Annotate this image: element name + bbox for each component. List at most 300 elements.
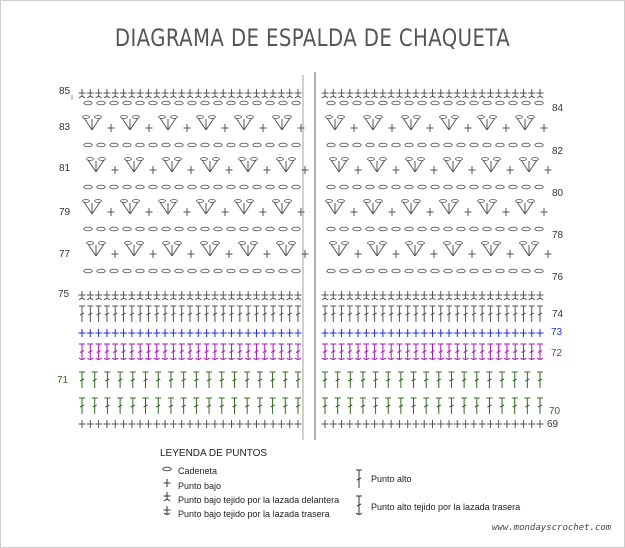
double-crochet-symbol <box>524 372 530 388</box>
double-crochet-symbol <box>282 372 288 388</box>
double-crochet-back-loop-symbol <box>295 344 301 360</box>
single-crochet-symbol <box>211 329 218 337</box>
row-number-78: 78 <box>552 230 564 241</box>
chain-symbol <box>240 269 248 273</box>
chain-symbol <box>496 185 504 189</box>
double-crochet-back-loop-symbol <box>245 344 251 360</box>
double-crochet-symbol <box>372 306 378 322</box>
double-crochet-symbol <box>244 398 250 414</box>
double-crochet-symbol <box>520 306 526 322</box>
chain-symbol <box>201 101 209 105</box>
double-crochet-symbol <box>436 372 442 388</box>
single-crochet-symbol <box>211 420 218 428</box>
row-number-82: 82 <box>552 146 564 157</box>
single-crochet-symbol <box>427 124 434 132</box>
single-crochet-symbol <box>545 250 552 258</box>
shell-stitch-group <box>440 200 459 215</box>
single-crochet-symbol <box>421 420 428 428</box>
single-crochet-front-loop-symbol <box>512 291 519 300</box>
chain-symbol <box>227 143 235 147</box>
chain-symbol <box>253 143 261 147</box>
chain-symbol <box>392 185 400 189</box>
single-crochet-symbol <box>220 329 227 337</box>
double-crochet-symbol <box>423 372 429 388</box>
double-crochet-symbol <box>373 372 379 388</box>
single-crochet-symbol <box>261 329 268 337</box>
double-crochet-back-loop-symbol <box>512 344 518 360</box>
double-crochet-symbol <box>170 306 176 322</box>
shell-stitch-group <box>277 158 296 173</box>
chain-symbol <box>340 185 348 189</box>
single-crochet-symbol <box>512 329 519 337</box>
double-crochet-symbol <box>446 306 452 322</box>
chain-symbol <box>123 185 131 189</box>
double-crochet-symbol <box>181 398 187 414</box>
chain-symbol <box>379 185 387 189</box>
chain-symbol <box>483 143 491 147</box>
single-crochet-symbol <box>462 420 469 428</box>
single-crochet-symbol <box>226 250 233 258</box>
single-crochet-symbol <box>355 166 362 174</box>
single-crochet-front-loop-symbol <box>112 291 119 300</box>
double-crochet-symbol <box>398 372 404 388</box>
chain-symbol <box>162 185 170 189</box>
chain-symbol <box>253 227 261 231</box>
single-crochet-symbol <box>363 420 370 428</box>
chain-symbol <box>366 101 374 105</box>
double-crochet-symbol <box>454 306 460 322</box>
single-crochet-symbol <box>371 420 378 428</box>
chain-symbol <box>353 185 361 189</box>
row-number-85: 85 <box>59 86 71 97</box>
shell-stitch-group <box>440 116 459 131</box>
double-crochet-symbol <box>117 372 123 388</box>
double-crochet-symbol <box>193 398 199 414</box>
shell-stitch-group <box>482 158 501 173</box>
single-crochet-front-loop-symbol <box>429 89 436 98</box>
single-crochet-front-loop-symbol <box>236 89 243 98</box>
chain-symbol <box>418 143 426 147</box>
single-crochet-symbol <box>351 124 358 132</box>
shell-stitch-group <box>239 158 258 173</box>
double-crochet-symbol <box>360 398 366 414</box>
shell-stitch-group <box>121 200 140 215</box>
chain-symbol <box>149 227 157 231</box>
chain-symbol <box>392 227 400 231</box>
single-crochet-symbol <box>270 329 277 337</box>
single-crochet-front-loop-symbol <box>162 89 169 98</box>
single-crochet-symbol <box>454 329 461 337</box>
double-crochet-symbol <box>155 398 161 414</box>
legend-dc-label: Punto alto <box>371 474 412 484</box>
single-crochet-front-loop-symbol <box>211 291 218 300</box>
shell-stitch-group <box>235 200 254 215</box>
chain-symbol <box>266 185 274 189</box>
chain-symbol <box>418 227 426 231</box>
double-crochet-symbol <box>360 372 366 388</box>
single-crochet-symbol <box>507 250 514 258</box>
chain-symbol <box>97 269 105 273</box>
double-crochet-symbol <box>143 398 149 414</box>
single-crochet-symbol <box>128 420 135 428</box>
single-crochet-symbol <box>322 420 329 428</box>
single-crochet-front-loop-symbol <box>404 89 411 98</box>
chain-symbol <box>84 101 92 105</box>
single-crochet-symbol <box>389 124 396 132</box>
legend-chain-label: Cadeneta <box>178 466 218 476</box>
single-crochet-symbol <box>103 329 110 337</box>
chain-symbol <box>379 143 387 147</box>
chain-symbol <box>444 227 452 231</box>
chain-symbol <box>253 101 261 105</box>
chain-symbol <box>292 185 300 189</box>
single-crochet-symbol <box>120 329 127 337</box>
row-number-79: 79 <box>59 207 71 218</box>
single-crochet-front-loop-symbol <box>178 89 185 98</box>
single-crochet-symbol <box>145 329 152 337</box>
single-crochet-symbol <box>346 329 353 337</box>
double-crochet-back-loop-symbol <box>220 344 226 360</box>
chain-symbol <box>188 143 196 147</box>
single-crochet-front-loop-symbol <box>412 89 419 98</box>
single-crochet-symbol <box>264 166 271 174</box>
double-crochet-symbol <box>486 398 492 414</box>
chain-symbol <box>535 269 543 273</box>
double-crochet-symbol <box>471 306 477 322</box>
single-crochet-front-loop-symbol <box>512 89 519 98</box>
row-number-81: 81 <box>59 163 71 174</box>
shell-stitch-group <box>368 158 387 173</box>
single-crochet-symbol <box>338 329 345 337</box>
chain-symbol <box>405 227 413 231</box>
double-crochet-symbol <box>295 398 301 414</box>
double-crochet-symbol <box>270 398 276 414</box>
single-crochet-front-loop-symbol <box>503 291 510 300</box>
single-crochet-front-loop-symbol <box>87 291 94 300</box>
shell-stitch-group <box>326 200 345 215</box>
single-crochet-front-loop-symbol <box>137 291 144 300</box>
chain-symbol <box>214 185 222 189</box>
shell-stitch-group <box>368 242 387 257</box>
chain-symbol <box>327 185 335 189</box>
single-crochet-front-loop-symbol <box>178 291 185 300</box>
shell-stitch-group <box>516 200 535 215</box>
double-crochet-back-loop-symbol <box>270 344 276 360</box>
chain-symbol <box>149 185 157 189</box>
shell-stitch-group <box>330 158 349 173</box>
single-crochet-front-loop-symbol <box>253 89 260 98</box>
single-crochet-front-loop-symbol <box>87 89 94 98</box>
chain-symbol <box>431 185 439 189</box>
single-crochet-symbol <box>112 420 119 428</box>
shell-stitch-group <box>125 158 144 173</box>
single-crochet-symbol <box>437 420 444 428</box>
single-crochet-symbol <box>421 329 428 337</box>
chain-symbol <box>392 269 400 273</box>
double-crochet-symbol <box>537 306 543 322</box>
chain-symbol <box>418 101 426 105</box>
shell-stitch-group <box>239 242 258 257</box>
double-crochet-back-loop-symbol <box>388 344 394 360</box>
chain-symbol <box>522 227 530 231</box>
double-crochet-back-loop-symbol <box>537 344 543 360</box>
legend-sc-blo-label: Punto bajo tejido por la lazada trasera <box>178 509 330 519</box>
single-crochet-front-loop-symbol <box>338 291 345 300</box>
double-crochet-symbol <box>388 306 394 322</box>
chain-symbol <box>405 101 413 105</box>
chain-symbol <box>175 227 183 231</box>
chain-symbol <box>84 227 92 231</box>
single-crochet-symbol <box>528 329 535 337</box>
double-crochet-symbol <box>229 306 235 322</box>
single-crochet-front-loop-symbol <box>421 89 428 98</box>
shell-stitch-group <box>83 200 102 215</box>
single-crochet-symbol <box>393 166 400 174</box>
single-crochet-front-loop-symbol <box>286 89 293 98</box>
single-crochet-symbol <box>446 420 453 428</box>
single-crochet-symbol <box>203 420 210 428</box>
single-crochet-symbol <box>286 420 293 428</box>
chain-symbol <box>483 185 491 189</box>
single-crochet-symbol <box>512 420 519 428</box>
double-crochet-back-loop-symbol <box>145 344 151 360</box>
single-crochet-front-loop-symbol <box>145 89 152 98</box>
chain-symbol <box>227 269 235 273</box>
double-crochet-symbol <box>204 306 210 322</box>
single-crochet-symbol <box>245 329 252 337</box>
single-crochet-front-loop-symbol <box>112 89 119 98</box>
single-crochet-symbol <box>545 166 552 174</box>
chain-symbol <box>535 143 543 147</box>
double-crochet-symbol <box>168 398 174 414</box>
double-crochet-symbol <box>411 398 417 414</box>
single-crochet-symbol <box>495 329 502 337</box>
single-crochet-front-loop-symbol <box>371 291 378 300</box>
double-crochet-back-loop-symbol <box>204 344 210 360</box>
double-crochet-back-loop-symbol <box>262 344 268 360</box>
double-crochet-back-loop-symbol <box>253 344 259 360</box>
single-crochet-front-loop-symbol <box>128 291 135 300</box>
single-crochet-symbol <box>187 420 194 428</box>
double-crochet-symbol <box>421 306 427 322</box>
double-crochet-back-loop-symbol <box>195 344 201 360</box>
single-crochet-symbol <box>137 420 144 428</box>
double-crochet-back-loop-symbol <box>129 344 135 360</box>
chain-symbol <box>431 143 439 147</box>
chain-symbol <box>84 143 92 147</box>
single-crochet-symbol <box>503 124 510 132</box>
chain-symbol <box>279 269 287 273</box>
double-crochet-back-loop-symbol <box>372 344 378 360</box>
double-crochet-symbol <box>385 372 391 388</box>
single-crochet-symbol <box>503 208 510 216</box>
single-crochet-symbol <box>228 329 235 337</box>
chain-symbol <box>470 143 478 147</box>
double-crochet-symbol <box>287 306 293 322</box>
single-crochet-symbol <box>146 124 153 132</box>
row-number-83: 83 <box>59 122 71 133</box>
single-crochet-front-loop-symbol <box>487 291 494 300</box>
single-crochet-front-loop-symbol <box>421 291 428 300</box>
chain-symbol <box>457 185 465 189</box>
chain-symbol <box>162 101 170 105</box>
single-crochet-symbol <box>427 208 434 216</box>
chain-symbol <box>162 227 170 231</box>
double-crochet-symbol <box>237 306 243 322</box>
chain-symbol <box>522 101 530 105</box>
single-crochet-front-loop-symbol <box>379 291 386 300</box>
chain-symbol <box>188 269 196 273</box>
single-crochet-front-loop-symbol <box>520 291 527 300</box>
double-crochet-symbol <box>295 306 301 322</box>
chain-symbol <box>353 227 361 231</box>
chain-symbol <box>392 101 400 105</box>
chain-symbol <box>366 185 374 189</box>
double-crochet-back-loop-symbol <box>162 344 168 360</box>
double-crochet-symbol <box>512 306 518 322</box>
single-crochet-symbol <box>487 329 494 337</box>
double-crochet-symbol <box>96 306 102 322</box>
single-crochet-front-loop-symbol <box>462 291 469 300</box>
single-crochet-symbol <box>170 420 177 428</box>
single-crochet-symbol <box>298 124 305 132</box>
chain-symbol <box>418 185 426 189</box>
double-crochet-symbol <box>461 398 467 414</box>
single-crochet-symbol <box>145 420 152 428</box>
single-crochet-front-loop-symbol <box>404 291 411 300</box>
double-crochet-back-loop-symbol <box>96 344 102 360</box>
chain-symbol <box>535 185 543 189</box>
single-crochet-symbol <box>195 329 202 337</box>
single-crochet-symbol <box>520 420 527 428</box>
single-crochet-front-loop-symbol <box>228 89 235 98</box>
single-crochet-front-loop-symbol <box>462 89 469 98</box>
single-crochet-symbol <box>431 166 438 174</box>
single-crochet-front-loop-symbol <box>228 291 235 300</box>
shell-stitch-group <box>197 116 216 131</box>
chain-symbol <box>418 269 426 273</box>
chain-symbol <box>366 227 374 231</box>
shell-stitch-group <box>478 200 497 215</box>
double-crochet-symbol <box>104 372 110 388</box>
single-crochet-symbol <box>541 208 548 216</box>
double-crochet-symbol <box>330 306 336 322</box>
single-crochet-symbol <box>379 420 386 428</box>
single-crochet-symbol <box>137 329 144 337</box>
chain-symbol <box>97 101 105 105</box>
single-crochet-front-loop-symbol <box>388 291 395 300</box>
chain-symbol <box>97 227 105 231</box>
chain-symbol <box>253 269 261 273</box>
single-crochet-front-loop-symbol <box>330 89 337 98</box>
single-crochet-front-loop-symbol <box>412 291 419 300</box>
double-crochet-back-loop-symbol <box>463 344 469 360</box>
single-crochet-symbol <box>437 329 444 337</box>
double-crochet-symbol <box>92 372 98 388</box>
double-crochet-symbol <box>117 398 123 414</box>
single-crochet-symbol <box>264 250 271 258</box>
single-crochet-front-loop-symbol <box>195 89 202 98</box>
single-crochet-symbol <box>302 250 309 258</box>
chain-symbol <box>240 227 248 231</box>
row-number-71: 71 <box>57 375 69 386</box>
single-crochet-symbol <box>153 329 160 337</box>
double-crochet-symbol <box>474 398 480 414</box>
chain-symbol <box>136 227 144 231</box>
double-crochet-symbol <box>335 398 341 414</box>
chain-symbol <box>470 101 478 105</box>
chain-symbol <box>162 143 170 147</box>
double-crochet-symbol <box>212 306 218 322</box>
double-crochet-symbol <box>405 306 411 322</box>
double-crochet-symbol <box>162 306 168 322</box>
single-crochet-front-loop-symbol <box>220 89 227 98</box>
single-crochet-front-loop-symbol <box>120 291 127 300</box>
chain-symbol <box>405 269 413 273</box>
single-crochet-front-loop-symbol <box>346 291 353 300</box>
double-crochet-symbol <box>257 398 263 414</box>
single-crochet-front-loop-symbol <box>503 89 510 98</box>
double-crochet-symbol <box>155 372 161 388</box>
single-crochet-front-loop-symbol <box>220 291 227 300</box>
single-crochet-symbol <box>184 124 191 132</box>
chain-symbol <box>444 269 452 273</box>
chain-symbol <box>444 185 452 189</box>
chain-symbol <box>240 185 248 189</box>
chain-symbol <box>110 269 118 273</box>
single-crochet-symbol <box>150 166 157 174</box>
double-crochet-back-loop-symbol <box>363 344 369 360</box>
single-crochet-symbol <box>429 420 436 428</box>
single-crochet-symbol <box>87 329 94 337</box>
double-crochet-symbol <box>257 372 263 388</box>
single-crochet-front-loop-symbol <box>211 89 218 98</box>
chain-symbol <box>509 227 517 231</box>
double-crochet-back-loop-symbol <box>112 344 118 360</box>
double-crochet-symbol <box>206 398 212 414</box>
double-crochet-back-loop-symbol <box>413 344 419 360</box>
double-crochet-symbol <box>195 306 201 322</box>
chain-symbol <box>163 467 171 471</box>
double-crochet-symbol <box>363 306 369 322</box>
single-crochet-symbol <box>302 166 309 174</box>
double-crochet-back-loop-symbol <box>396 344 402 360</box>
chain-symbol <box>379 269 387 273</box>
single-crochet-symbol <box>412 329 419 337</box>
single-crochet-front-loop-symbol <box>322 89 329 98</box>
double-crochet-symbol <box>529 306 535 322</box>
double-crochet-symbol <box>335 372 341 388</box>
chain-symbol <box>522 185 530 189</box>
single-crochet-symbol <box>260 208 267 216</box>
chain-symbol <box>266 143 274 147</box>
single-crochet-symbol <box>187 329 194 337</box>
single-crochet-front-loop-symbol <box>103 291 110 300</box>
double-crochet-symbol <box>145 306 151 322</box>
chain-symbol <box>483 101 491 105</box>
single-crochet-symbol <box>388 420 395 428</box>
single-crochet-symbol <box>528 420 535 428</box>
chain-symbol <box>84 185 92 189</box>
single-crochet-front-loop-symbol <box>270 291 277 300</box>
single-crochet-symbol <box>503 329 510 337</box>
double-crochet-symbol <box>486 372 492 388</box>
chain-symbol <box>457 227 465 231</box>
double-crochet-back-loop-symbol <box>322 344 328 360</box>
double-crochet-back-loop-symbol <box>487 344 493 360</box>
chain-symbol <box>136 185 144 189</box>
single-crochet-front-loop-symbol <box>253 291 260 300</box>
